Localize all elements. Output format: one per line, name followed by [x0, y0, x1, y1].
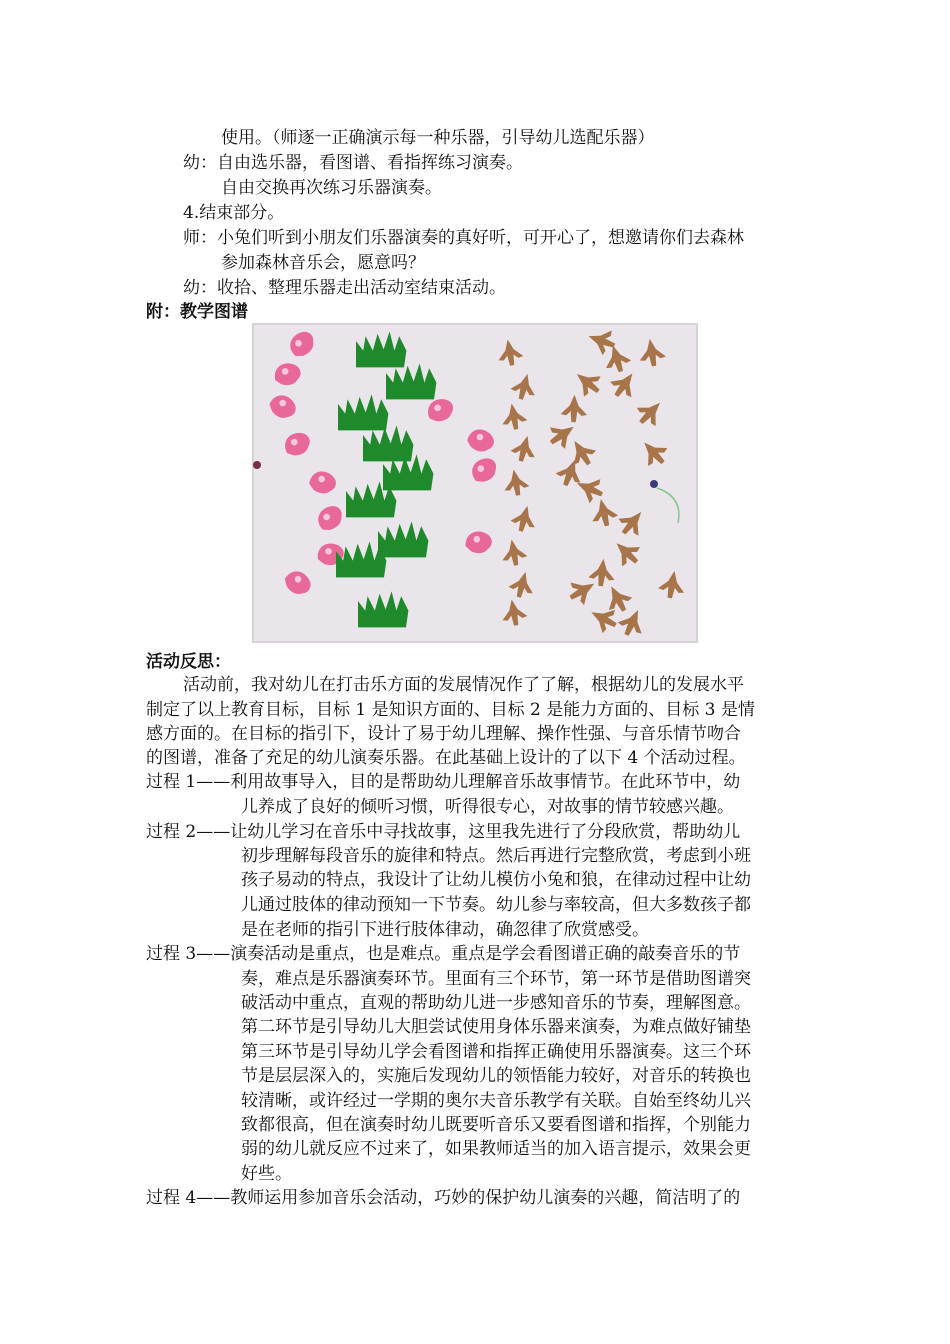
reflection-heading: 活动反思：: [146, 652, 231, 672]
text-line: 孩子易动的特点，我设计了让幼儿模仿小兔和狼，在律动过程中让幼: [241, 870, 751, 890]
text-line: 过程 1——利用故事导入，目的是帮助幼儿理解音乐故事情节。在此环节中，幼: [146, 772, 741, 792]
text-line: 过程 4——教师运用参加音乐会活动，巧妙的保护幼儿演奏的兴趣，简洁明了的: [146, 1188, 741, 1208]
text-line: 过程 2——让幼儿学习在音乐中寻找故事，这里我先进行了分段欣赏，帮助幼儿: [146, 822, 741, 842]
text-line: 自由交换再次练习乐器演奏。: [221, 178, 442, 198]
pin-dot: [650, 480, 658, 488]
text-line: 4.结束部分。: [183, 203, 285, 223]
text-line: 弱的幼儿就反应不过来了，如果教师适当的加入语言提示，效果会更: [241, 1139, 751, 1159]
text-line: 活动前，我对幼儿在打击乐方面的发展情况作了了解，根据幼儿的发展水平: [183, 675, 744, 695]
text-line: 使用。（师逐一正确演示每一种乐器，引导幼儿选配乐器）: [221, 128, 655, 148]
text-line: 第二环节是引导幼儿大胆尝试使用身体乐器来演奏，为难点做好铺垫: [241, 1017, 751, 1037]
text-line: 幼：自由选乐器，看图谱、看指挥练习演奏。: [183, 153, 523, 173]
text-line: 破活动中重点，直观的帮助幼儿进一步感知音乐的节奏，理解图意。: [241, 993, 751, 1013]
teaching-chart-photo: [252, 323, 698, 643]
text-line: 过程 3——演奏活动是重点，也是难点。重点是学会看图谱正确的敲奏音乐的节: [146, 944, 741, 964]
text-line: 致都很高，但在演奏时幼儿既要听音乐又要看图谱和指挥，个别能力: [241, 1115, 751, 1135]
text-line: 儿通过肢体的律动预知一下节奏。幼儿参与率较高，但大多数孩子都: [241, 895, 751, 915]
text-line: 感方面的。在目标的指引下，设计了易于幼儿理解、操作性强、与音乐情节吻合: [146, 724, 741, 744]
text-line: 的图谱，准备了充足的幼儿演奏乐器。在此基础上设计的了以下 4 个活动过程。: [146, 748, 746, 768]
pin-dot: [253, 461, 261, 469]
text-line: 好些。: [241, 1164, 292, 1184]
text-line: 参加森林音乐会，愿意吗？: [221, 253, 425, 273]
text-line: 儿养成了良好的倾听习惯，听得很专心，对故事的情节较感兴趣。: [241, 797, 734, 817]
text-line: 师：小兔们听到小朋友们乐器演奏的真好听，可开心了，想邀请你们去森林: [183, 228, 744, 248]
text-line: 第三环节是引导幼儿学会看图谱和指挥正确使用乐器演奏。这三个环: [241, 1042, 751, 1062]
text-line: 节是层层深入的，实施后发现幼儿的领悟能力较好，对音乐的转换也: [241, 1066, 751, 1086]
text-line: 较清晰，或许经过一学期的奥尔夫音乐教学有关联。自始至终幼儿兴: [241, 1091, 751, 1111]
text-line: 制定了以上教育目标，目标 1 是知识方面的、目标 2 是能力方面的、目标 3 是情: [146, 700, 755, 720]
appendix-heading: 附：教学图谱: [146, 302, 248, 322]
text-line: 奏，难点是乐器演奏环节。里面有三个环节，第一环节是借助图谱突: [241, 969, 751, 989]
text-line: 是在老师的指引下进行肢体律动，确忽律了欣赏感受。: [241, 920, 649, 940]
text-line: 幼：收拾、整理乐器走出活动室结束活动。: [183, 278, 506, 298]
text-line: 初步理解每段音乐的旋律和特点。然后再进行完整欣赏，考虑到小班: [241, 846, 751, 866]
